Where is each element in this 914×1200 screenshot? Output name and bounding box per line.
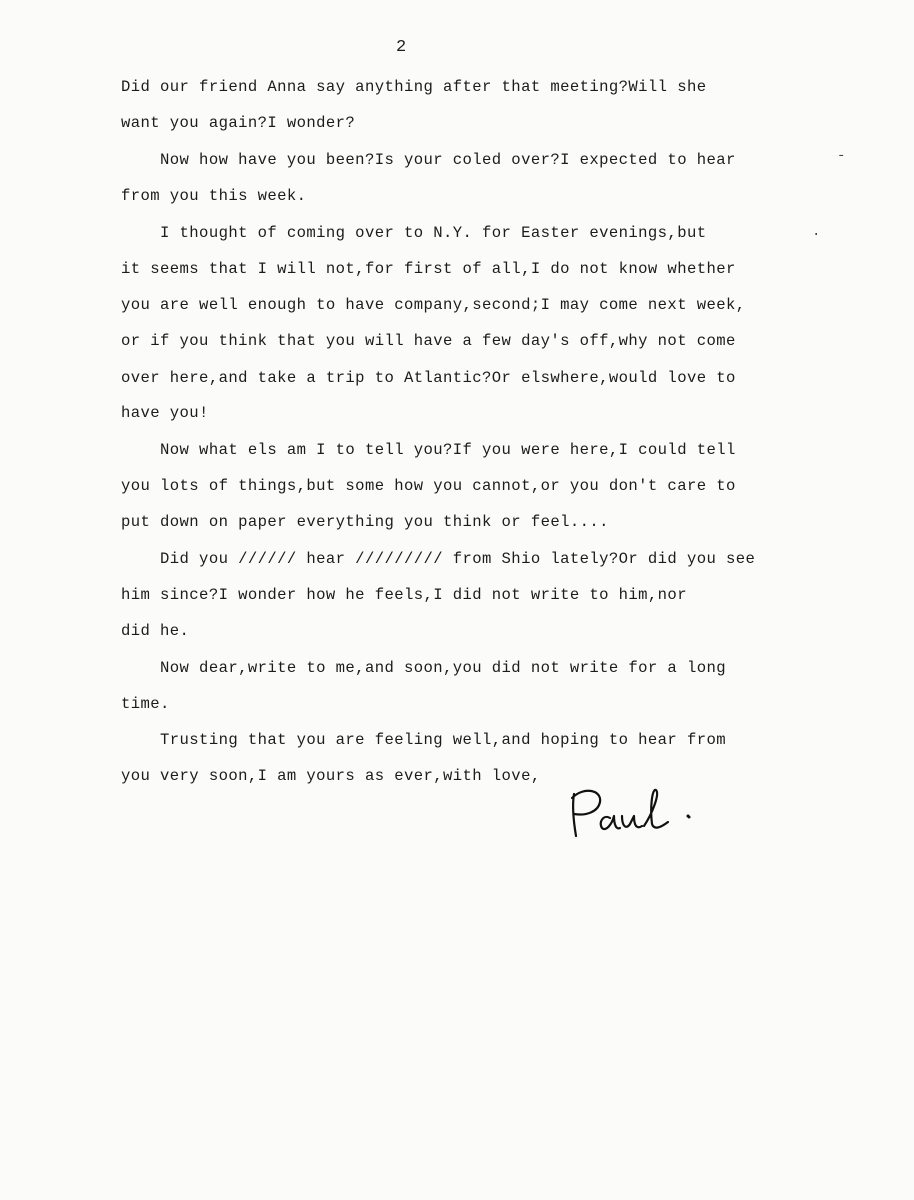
letter-line: over here,and take a trip to Atlantic?Or elswhere,would love to (121, 369, 736, 387)
letter-line: Now dear,write to me,and soon,you did not write for a long (121, 659, 726, 677)
letter-line: you very soon,I am yours as ever,with love, (121, 767, 541, 785)
letter-line: have you! (121, 404, 209, 422)
letter-line: or if you think that you will have a few day's off,why not come (121, 332, 736, 350)
letter-line: Now how have you been?Is your coled over?I expected to hear (121, 151, 736, 169)
letter-line: Trusting that you are feeling well,and hoping to hear from (121, 731, 726, 749)
letter-line: Did our friend Anna say anything after that meeting?Will she (121, 78, 707, 96)
margin-mark: . (812, 224, 821, 240)
letter-line: I thought of coming over to N.Y. for Easter evenings,but (121, 224, 707, 242)
letter-line: it seems that I will not,for first of all,I do not know whether (121, 260, 736, 278)
letter-line: want you again?I wonder? (121, 114, 356, 132)
letter-line: Did you ////// hear ///////// from Shio lately?Or did you see (121, 550, 756, 568)
letter-line: time. (121, 695, 170, 713)
letter-line: you are well enough to have company,second;I may come next week, (121, 296, 746, 314)
margin-mark: - (837, 148, 846, 164)
letter-line: him since?I wonder how he feels,I did not write to him,nor (121, 586, 687, 604)
page-number: 2 (396, 38, 407, 57)
letter-line: put down on paper everything you think or feel.... (121, 513, 609, 531)
letter-line: Now what els am I to tell you?If you were here,I could tell (121, 441, 736, 459)
letter-line: from you this week. (121, 187, 307, 205)
letter-line: you lots of things,but some how you cannot,or you don't care to (121, 477, 736, 495)
letter-line: did he. (121, 622, 190, 640)
handwritten-signature (564, 784, 714, 844)
